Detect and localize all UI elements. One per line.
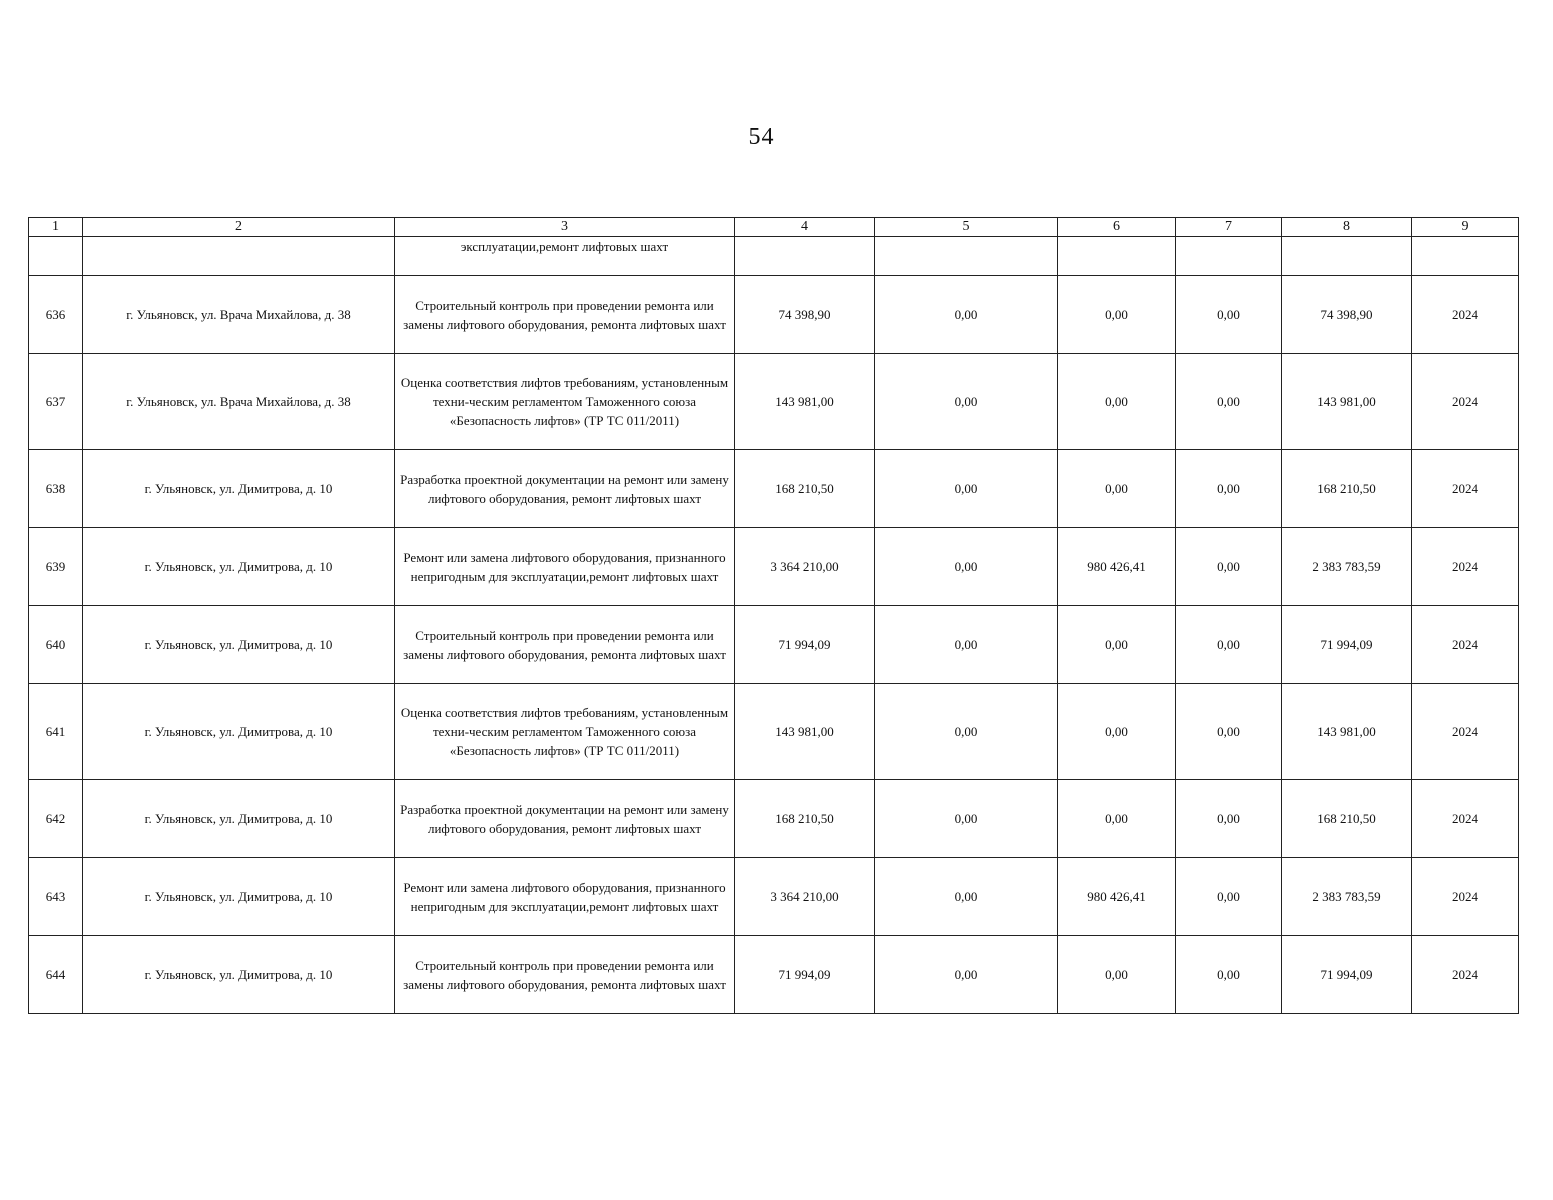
page-number: 54 bbox=[748, 124, 775, 150]
address-cell: г. Ульяновск, ул. Димитрова, д. 10 bbox=[83, 684, 395, 780]
amount-col5-cell: 0,00 bbox=[875, 528, 1058, 606]
table-row bbox=[29, 606, 1519, 684]
amount-col5-cell: 0,00 bbox=[875, 858, 1058, 936]
amount-col6-cell: 0,00 bbox=[1058, 450, 1176, 528]
year-cell: 2024 bbox=[1412, 528, 1519, 606]
amount-col7-cell: 0,00 bbox=[1176, 606, 1282, 684]
address-cell: г. Ульяновск, ул. Димитрова, д. 10 bbox=[83, 450, 395, 528]
amount-col8-cell: 168 210,50 bbox=[1282, 450, 1412, 528]
amount-col8-cell: 71 994,09 bbox=[1282, 936, 1412, 1014]
table-row bbox=[29, 858, 1519, 936]
work-description-cell: Строительный контроль при проведении ремонта или замены лифтового оборудования, ремонта лифтовых шахт bbox=[395, 936, 735, 1014]
amount-col8-cell: 143 981,00 bbox=[1282, 354, 1412, 450]
row-number-cell: 638 bbox=[29, 450, 83, 528]
amount-col4-cell: 168 210,50 bbox=[735, 450, 875, 528]
row-number-cell: 642 bbox=[29, 780, 83, 858]
address-cell: г. Ульяновск, ул. Димитрова, д. 10 bbox=[83, 858, 395, 936]
row-number-cell: 640 bbox=[29, 606, 83, 684]
amount-col7-cell: 0,00 bbox=[1176, 936, 1282, 1014]
amount-col8-cell: 143 981,00 bbox=[1282, 684, 1412, 780]
cell-empty bbox=[735, 237, 875, 276]
work-description-cell: Ремонт или замена лифтового оборудования, признанного непригодным для эксплуатации,ремонт лифтовых шахт bbox=[395, 858, 735, 936]
amount-col6-cell: 0,00 bbox=[1058, 354, 1176, 450]
year-cell: 2024 bbox=[1412, 684, 1519, 780]
work-description-cell: эксплуатации,ремонт лифтовых шахт bbox=[395, 237, 735, 276]
column-header: 9 bbox=[1412, 218, 1519, 237]
amount-col7-cell: 0,00 bbox=[1176, 450, 1282, 528]
row-number-cell: 636 bbox=[29, 276, 83, 354]
year-cell: 2024 bbox=[1412, 780, 1519, 858]
year-cell: 2024 bbox=[1412, 276, 1519, 354]
amount-col5-cell: 0,00 bbox=[875, 936, 1058, 1014]
amount-col4-cell: 143 981,00 bbox=[735, 684, 875, 780]
cell-empty bbox=[1058, 237, 1176, 276]
amount-col7-cell: 0,00 bbox=[1176, 528, 1282, 606]
column-header: 3 bbox=[395, 218, 735, 237]
address-cell: г. Ульяновск, ул. Врача Михайлова, д. 38 bbox=[83, 354, 395, 450]
work-description-cell: Ремонт или замена лифтового оборудования, признанного непригодным для эксплуатации,ремонт лифтовых шахт bbox=[395, 528, 735, 606]
amount-col6-cell: 980 426,41 bbox=[1058, 858, 1176, 936]
row-number-cell: 637 bbox=[29, 354, 83, 450]
year-cell: 2024 bbox=[1412, 450, 1519, 528]
amount-col6-cell: 0,00 bbox=[1058, 606, 1176, 684]
address-cell: г. Ульяновск, ул. Димитрова, д. 10 bbox=[83, 936, 395, 1014]
amount-col7-cell: 0,00 bbox=[1176, 276, 1282, 354]
work-description-cell: Строительный контроль при проведении ремонта или замены лифтового оборудования, ремонта лифтовых шахт bbox=[395, 276, 735, 354]
amount-col7-cell: 0,00 bbox=[1176, 354, 1282, 450]
cell-empty bbox=[875, 237, 1058, 276]
column-header: 5 bbox=[875, 218, 1058, 237]
column-header: 2 bbox=[83, 218, 395, 237]
row-number-cell: 641 bbox=[29, 684, 83, 780]
table-row bbox=[29, 354, 1519, 450]
amount-col6-cell: 0,00 bbox=[1058, 684, 1176, 780]
column-header: 8 bbox=[1282, 218, 1412, 237]
address-cell: г. Ульяновск, ул. Димитрова, д. 10 bbox=[83, 606, 395, 684]
cell-empty bbox=[29, 237, 83, 276]
table-row bbox=[29, 276, 1519, 354]
amount-col4-cell: 168 210,50 bbox=[735, 780, 875, 858]
column-header: 1 bbox=[29, 218, 83, 237]
amount-col5-cell: 0,00 bbox=[875, 276, 1058, 354]
amount-col7-cell: 0,00 bbox=[1176, 858, 1282, 936]
work-description-cell: Разработка проектной документации на ремонт или замену лифтового оборудования, ремонт лифтовых шахт bbox=[395, 780, 735, 858]
table-row bbox=[29, 780, 1519, 858]
table-row bbox=[29, 936, 1519, 1014]
row-number-cell: 639 bbox=[29, 528, 83, 606]
amount-col4-cell: 74 398,90 bbox=[735, 276, 875, 354]
column-header: 4 bbox=[735, 218, 875, 237]
amount-col5-cell: 0,00 bbox=[875, 606, 1058, 684]
continuation-row bbox=[29, 237, 1519, 276]
column-header: 6 bbox=[1058, 218, 1176, 237]
column-number-row bbox=[29, 218, 1519, 237]
amount-col8-cell: 168 210,50 bbox=[1282, 780, 1412, 858]
work-description-cell: Разработка проектной документации на ремонт или замену лифтового оборудования, ремонт лифтовых шахт bbox=[395, 450, 735, 528]
amount-col6-cell: 980 426,41 bbox=[1058, 528, 1176, 606]
work-description-cell: Оценка соответствия лифтов требованиям, установленным техни-ческим регламентом Таможенного союза «Безопасность лифтов» (ТР ТС 011/2011) bbox=[395, 684, 735, 780]
table-row bbox=[29, 528, 1519, 606]
year-cell: 2024 bbox=[1412, 936, 1519, 1014]
year-cell: 2024 bbox=[1412, 858, 1519, 936]
amount-col4-cell: 71 994,09 bbox=[735, 606, 875, 684]
table-row bbox=[29, 450, 1519, 528]
amount-col5-cell: 0,00 bbox=[875, 780, 1058, 858]
amount-col5-cell: 0,00 bbox=[875, 684, 1058, 780]
amount-col8-cell: 71 994,09 bbox=[1282, 606, 1412, 684]
amount-col6-cell: 0,00 bbox=[1058, 936, 1176, 1014]
amount-col8-cell: 2 383 783,59 bbox=[1282, 858, 1412, 936]
year-cell: 2024 bbox=[1412, 606, 1519, 684]
amount-col5-cell: 0,00 bbox=[875, 354, 1058, 450]
amount-col4-cell: 71 994,09 bbox=[735, 936, 875, 1014]
cell-empty bbox=[83, 237, 395, 276]
table-row bbox=[29, 684, 1519, 780]
address-cell: г. Ульяновск, ул. Димитрова, д. 10 bbox=[83, 780, 395, 858]
amount-col4-cell: 143 981,00 bbox=[735, 354, 875, 450]
column-header: 7 bbox=[1176, 218, 1282, 237]
row-number-cell: 643 bbox=[29, 858, 83, 936]
amount-col6-cell: 0,00 bbox=[1058, 276, 1176, 354]
address-cell: г. Ульяновск, ул. Врача Михайлова, д. 38 bbox=[83, 276, 395, 354]
cell-empty bbox=[1176, 237, 1282, 276]
work-description-cell: Строительный контроль при проведении ремонта или замены лифтового оборудования, ремонта лифтовых шахт bbox=[395, 606, 735, 684]
year-cell: 2024 bbox=[1412, 354, 1519, 450]
amount-col8-cell: 2 383 783,59 bbox=[1282, 528, 1412, 606]
row-number-cell: 644 bbox=[29, 936, 83, 1014]
amount-col7-cell: 0,00 bbox=[1176, 684, 1282, 780]
amount-col6-cell: 0,00 bbox=[1058, 780, 1176, 858]
address-cell: г. Ульяновск, ул. Димитрова, д. 10 bbox=[83, 528, 395, 606]
cell-empty bbox=[1412, 237, 1519, 276]
amount-col5-cell: 0,00 bbox=[875, 450, 1058, 528]
amount-col8-cell: 74 398,90 bbox=[1282, 276, 1412, 354]
amount-col7-cell: 0,00 bbox=[1176, 780, 1282, 858]
amount-col4-cell: 3 364 210,00 bbox=[735, 528, 875, 606]
work-description-cell: Оценка соответствия лифтов требованиям, установленным техни-ческим регламентом Таможенного союза «Безопасность лифтов» (ТР ТС 011/2011) bbox=[395, 354, 735, 450]
cell-empty bbox=[1282, 237, 1412, 276]
registry-table bbox=[28, 217, 1519, 1014]
amount-col4-cell: 3 364 210,00 bbox=[735, 858, 875, 936]
